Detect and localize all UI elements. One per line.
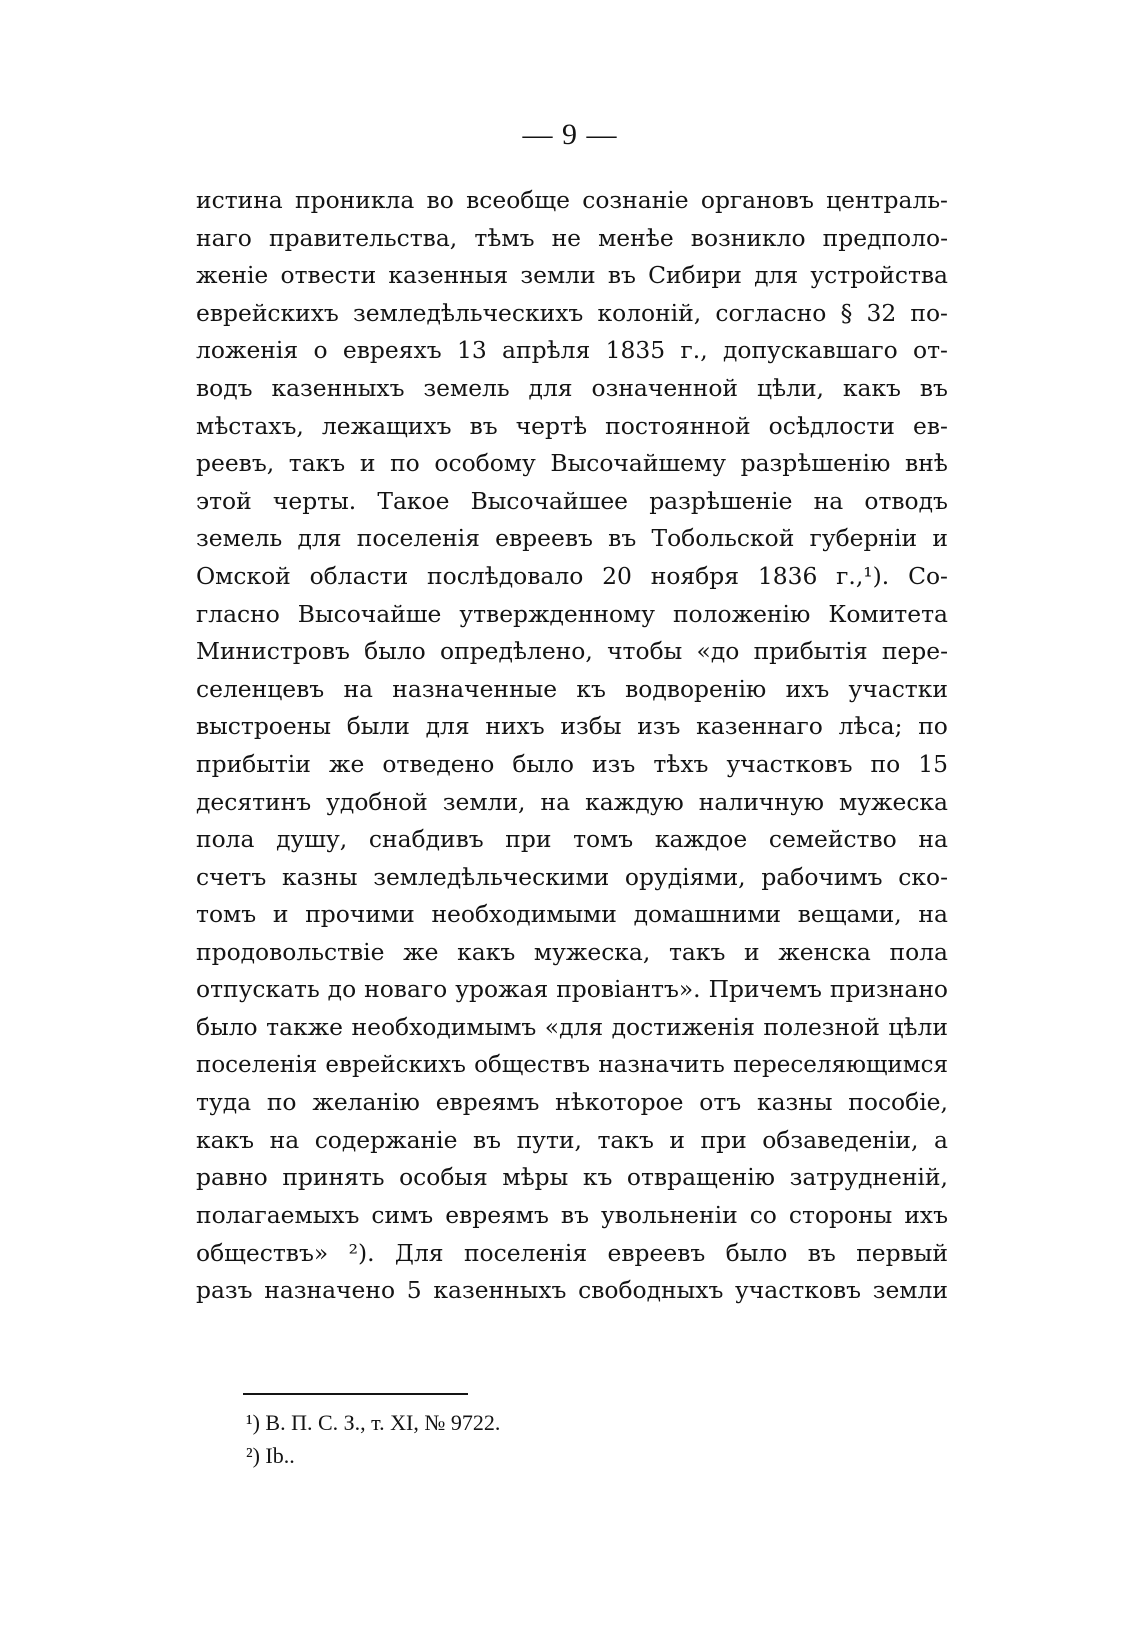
text-line: Омской области послѣдовало 20 ноября 1836 г.,¹). Со- <box>196 561 948 590</box>
text-line: этой черты. Такое Высочайшее разрѣшеніе на отводъ <box>196 486 948 515</box>
text-line: ложенія о евреяхъ 13 апрѣля 1835 г., допускавшаго от- <box>196 336 948 365</box>
text-line: еврейскихъ земледѣльческихъ колоній, согласно § 32 по- <box>196 298 948 327</box>
text-line: счетъ казны земледѣльческими орудіями, рабочимъ ско- <box>196 862 948 891</box>
text-line: полагаемыхъ симъ евреямъ въ увольненіи со стороны ихъ <box>196 1201 948 1230</box>
text-line: продовольствіе же какъ мужеска, такъ и женска пола <box>196 937 948 966</box>
text-line: было также необходимымъ «для достиженія полезной цѣли <box>196 1013 948 1042</box>
text-line: выстроены были для нихъ избы изъ казеннаго лѣса; по <box>196 712 948 741</box>
text-line: обществъ» ²). Для поселенія евреевъ было въ первый <box>196 1238 948 1267</box>
page-number: — 9 — <box>522 118 618 151</box>
footnotes <box>246 1406 500 1472</box>
text-line: селенцевъ на назначенные къ водворенію ихъ участки <box>196 674 948 703</box>
footnote-1: ¹) В. П. С. З., т. XI, № 9722. <box>246 1410 501 1435</box>
text-line: поселенія еврейскихъ обществъ назначить переселяющимся <box>196 1051 948 1078</box>
main-text <box>196 182 948 1310</box>
text-line: разъ назначено 5 казенныхъ свободныхъ участковъ земли <box>196 1276 948 1305</box>
text-line: прибытіи же отведено было изъ тѣхъ участковъ по 15 <box>196 749 948 778</box>
text-line: какъ на содержаніе въ пути, такъ и при обзаведеніи, а <box>196 1125 948 1154</box>
text-line: десятинъ удобной земли, на каждую наличную мужеска <box>196 787 948 816</box>
text-line: отпускать до новаго урожая провіантъ». Причемъ признано <box>196 975 948 1004</box>
text-line: Министровъ было опредѣлено, чтобы «до прибытія пере- <box>196 637 948 666</box>
footnote-divider <box>243 1393 468 1395</box>
text-line: мѣстахъ, лежащихъ въ чертѣ постоянной осѣдлости ев- <box>196 411 948 440</box>
text-line: туда по желанію евреямъ нѣкоторое отъ казны пособіе, <box>196 1088 948 1117</box>
text-line: женіе отвести казенныя земли въ Сибири для устройства <box>196 261 948 290</box>
text-line: пола душу, снабдивъ при томъ каждое семейство на <box>196 825 948 854</box>
text-line: земель для поселенія евреевъ въ Тобольской губерніи и <box>196 524 948 553</box>
text-line: томъ и прочими необходимыми домашними вещами, на <box>196 900 948 929</box>
text-line: реевъ, такъ и по особому Высочайшему разрѣшенію внѣ <box>196 449 948 478</box>
text-line: равно принять особыя мѣры къ отвращенію затрудненій, <box>196 1163 948 1192</box>
text-line: истина проникла во всеобще сознаніе органовъ централь- <box>196 186 948 214</box>
text-line: водъ казенныхъ земель для означенной цѣли, какъ въ <box>196 373 948 402</box>
text-line: наго правительства, тѣмъ не менѣе возникло предполо- <box>196 223 948 252</box>
footnote-2: ²) Ib.. <box>246 1443 295 1468</box>
text-line: гласно Высочайше утвержденному положенію Комитета <box>196 599 948 628</box>
